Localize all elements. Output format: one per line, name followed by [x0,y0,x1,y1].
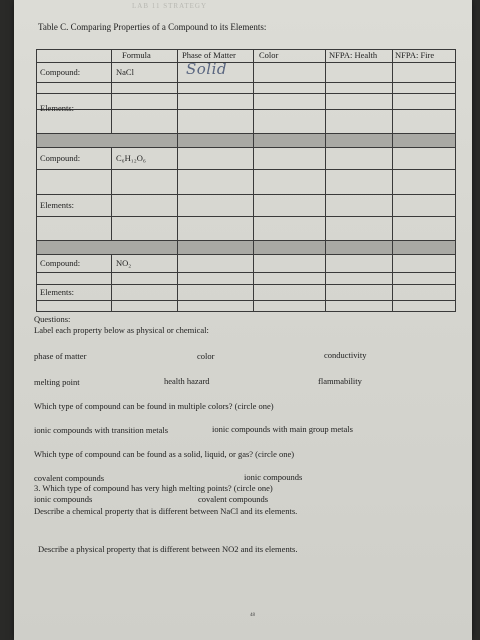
property-flammability: flammability [318,376,362,386]
table-title: Table C. Comparing Properties of a Compound to its Elements: [38,22,267,32]
compound-formula-3: NO₂ [116,258,132,268]
question-physical-property: Describe a physical property that is different between NO2 and its elements. [38,544,298,554]
compound-label-3: Compound: [40,258,81,268]
separator-band-2 [36,240,456,254]
header-phase-of-matter: Phase of Matter [182,50,236,60]
option-main-group-metals[interactable]: ionic compounds with main group metals [212,424,353,434]
option-covalent-compounds-2[interactable]: covalent compounds [198,494,269,504]
comparison-table [36,44,456,312]
worksheet-page [14,0,472,640]
property-health-hazard: health hazard [164,376,210,386]
question-high-melting-points: 3. Which type of compound has very high melting points? (circle one) [34,483,273,493]
questions-instruction: Label each property below as physical or chemical: [34,325,209,335]
separator-band-1 [36,133,456,147]
property-melting-point: melting point [34,377,80,387]
header-nfpa-fire: NFPA: Fire [395,50,435,60]
question-multiple-colors: Which type of compound can be found in multiple colors? (circle one) [34,401,274,411]
compound-formula-2: C₆H₁₂O₆ [116,153,146,163]
property-phase-of-matter: phase of matter [34,351,87,361]
option-transition-metals[interactable]: ionic compounds with transition metals [34,425,169,435]
option-ionic-compounds-1[interactable]: ionic compounds [244,472,303,482]
option-covalent-compounds-1[interactable]: covalent compounds [34,473,105,483]
elements-label-1: Elements: [40,103,74,113]
header-color: Color [259,50,279,60]
property-color: color [197,351,215,361]
faint-header-text: LAB 11 STRATEGY [132,2,208,10]
compound-formula-1: NaCl [116,67,134,77]
header-nfpa-health: NFPA: Health [329,50,378,60]
elements-label-3: Elements: [40,287,74,297]
questions-heading: Questions: [34,314,71,324]
property-conductivity: conductivity [324,350,367,360]
header-formula: Formula [122,50,151,60]
question-chemical-property: Describe a chemical property that is different between NaCl and its elements. [34,506,298,516]
page-number: 48 [250,613,255,618]
compound-label-1: Compound: [40,67,81,77]
question-solid-liquid-gas: Which type of compound can be found as a solid, liquid, or gas? (circle one) [34,449,295,459]
option-ionic-compounds-2[interactable]: ionic compounds [34,494,93,504]
elements-label-2: Elements: [40,200,74,210]
handwritten-answer-solid: Solid [186,60,228,78]
compound-label-2: Compound: [40,153,81,163]
